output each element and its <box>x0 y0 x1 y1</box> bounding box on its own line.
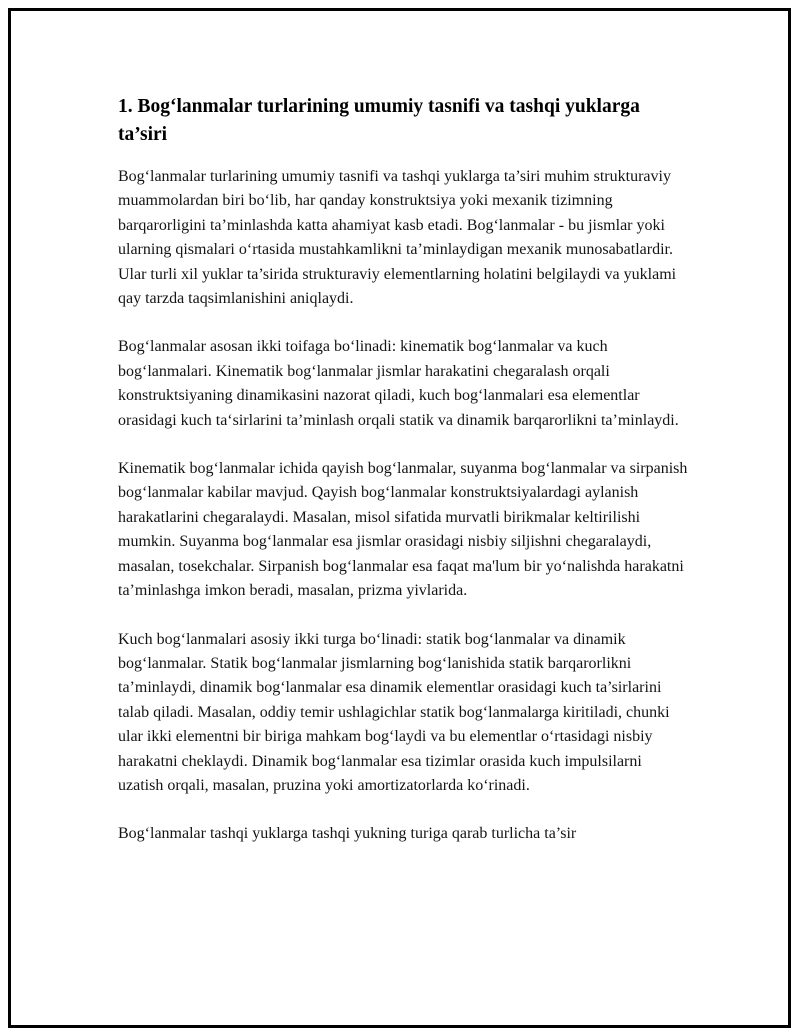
paragraph-force: Kuch bog‘lanmalari asosiy ikki turga bo‘linadi: statik bog‘lanmalar va dinamik bog‘lanmalar. Statik bog‘lanmalar jismlarning bog‘lanishida statik barqarorlikni ta’minlaydi, dinamik bog‘lanmalar esa dinamik elementlar orasidagi kuch ta’sirlarini talab qiladi. Masalan, oddiy temir ushlagichlar statik bog‘lanmalarga kiritiladi, chunki ular ikki elementni bir biriga mahkam bog‘laydi va bu elementlar o‘rtasidagi nisbiy harakatni cheklaydi. Dinamik bog‘lanmalar esa tizimlar orasida kuch impulsilarni uzatish orqali, masalan, pruzina yoki amortizatorlarda ko‘rinadi. <box>118 630 670 794</box>
section-heading: 1. Bog‘lanmalar turlarining umumiy tasnifi va tashqi yuklarga ta’siri <box>118 96 640 145</box>
paragraph-external-loads: Bog‘lanmalar tashqi yuklarga tashqi yukning turiga qarab turlicha ta’sir <box>118 825 577 843</box>
paragraph-intro: Bog‘lanmalar turlarining umumiy tasnifi va tashqi yuklarga ta’siri muhim strukturaviy muammolardan biri bo‘lib, har qanday konstruktsiya yoki mexanik tizimning barqarorligini ta’minlashda katta ahamiyat kasb etadi. Bog‘lanmalar - bu jismlar yoki ularning qismalari o‘rtasida mustahkamlikni ta’minlaydigan mexanik munosabatlardir. Ular turli xil yuklar ta’sirida strukturaviy elementlarning holatini belgilaydi va yuklami qay tarzda taqsimlanishini aniqlaydi. <box>118 168 677 308</box>
paragraph-categories: Bog‘lanmalar asosan ikki toifaga bo‘linadi: kinematik bog‘lanmalar va kuch bog‘lanmalari. Kinematik bog‘lanmalar jismlar harakatini chegaralash orqali konstruktsiyaning dinamikasini nazorat qiladi, kuch bog‘lanmalari esa elementlar orasidagi kuch ta‘sirlarini ta’minlash orqali statik va dinamik barqarorlikni ta’minlaydi. <box>118 338 679 429</box>
paragraph-kinematic: Kinematik bog‘lanmalar ichida qayish bog‘lanmalar, suyanma bog‘lanmalar va sirpanish bog‘lanmalar kabilar mavjud. Qayish bog‘lanmalar konstruktsiyalardagi aylanish harakatlarini chegaralaydi. Masalan, misol sifatida murvatli birikmalar keltirilishi mumkin. Suyanma bog‘lanmalar esa jismlar orasidagi nisbiy siljishni chegaralaydi, masalan, tosekchalar. Sirpanish bog‘lanmalar esa faqat ma'lum bir yo‘nalishda harakatni ta’minlashga imkon beradi, masalan, prizma yivlarida. <box>118 460 688 600</box>
document-body <box>118 93 688 871</box>
